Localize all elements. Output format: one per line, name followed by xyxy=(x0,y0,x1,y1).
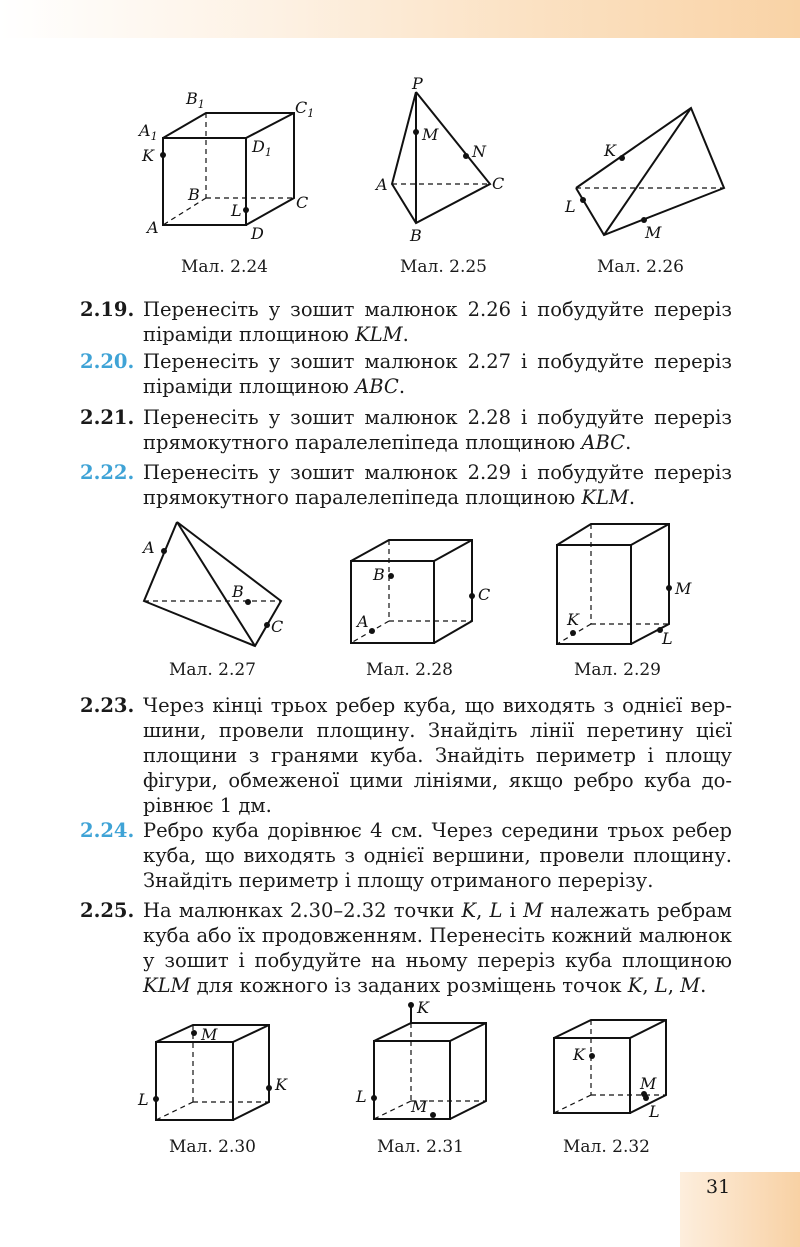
task-2-20: 2.20. Перенесіть у зошит малюнок 2.27 і побудуйте переріз піраміди площиною ABC. xyxy=(80,350,732,398)
task-number: 2.24. xyxy=(80,819,135,842)
page-corner-band xyxy=(680,1172,800,1247)
figure-2-26 xyxy=(560,100,740,245)
figure-2-29 xyxy=(545,520,715,650)
label-A: A xyxy=(376,175,388,194)
task-number: 2.19. xyxy=(80,298,135,321)
label-C: C xyxy=(296,193,309,212)
label-L: L xyxy=(138,1090,149,1109)
label-M: M xyxy=(422,125,439,144)
caption-2-31: Мал. 2.31 xyxy=(377,1137,465,1157)
task-2-19: 2.19. Перенесіть у зошит малюнок 2.26 і побудуйте переріз піраміди площиною KLM. xyxy=(80,298,732,346)
label-L: L xyxy=(356,1087,367,1106)
task-number: 2.21. xyxy=(80,406,135,429)
caption-2-26: Мал. 2.26 xyxy=(597,257,685,277)
label-K: K xyxy=(417,998,429,1017)
label-K: K xyxy=(567,610,579,629)
caption-2-28: Мал. 2.28 xyxy=(366,660,454,680)
label-M: M xyxy=(411,1097,428,1116)
task-number: 2.25. xyxy=(80,899,135,922)
label-A: A xyxy=(143,538,155,557)
label-N: N xyxy=(472,142,486,161)
label-A1: $A_1$ xyxy=(139,121,158,143)
label-B: B xyxy=(410,226,422,245)
task-2-21: 2.21. Перенесіть у зошит малюнок 2.28 і побудуйте переріз прямокутного паралелепіпеда площиною ABC. xyxy=(80,406,732,454)
figure-2-27 xyxy=(140,520,300,650)
task-number: 2.22. xyxy=(80,461,135,484)
page-number: 31 xyxy=(706,1176,731,1198)
label-B1: $B_1$ xyxy=(186,89,205,111)
label-K: K xyxy=(604,141,616,160)
label-L: L xyxy=(565,197,576,216)
label-C1: $C_1$ xyxy=(295,98,315,120)
label-M: M xyxy=(201,1025,218,1044)
label-K: K xyxy=(275,1075,287,1094)
label-C: C xyxy=(271,617,284,636)
caption-2-30: Мал. 2.30 xyxy=(169,1137,257,1157)
figure-2-31 xyxy=(352,995,512,1125)
figure-2-30 xyxy=(135,1020,295,1125)
task-number: 2.20. xyxy=(80,350,135,373)
caption-2-27: Мал. 2.27 xyxy=(169,660,257,680)
task-2-25: 2.25. На малюнках 2.30–2.32 точки K, L і M належать ребрам куба або їх продовженням. Перенесіть кожний малюнок у зошит і побудуйте на ньому переріз куба площиною KLM для кожного із заданих розміщень точок K, L, M. xyxy=(80,899,732,997)
label-M: M xyxy=(675,579,692,598)
figure-2-24 xyxy=(130,80,330,245)
label-B: B xyxy=(373,565,385,584)
label-P: P xyxy=(412,74,423,93)
caption-2-24: Мал. 2.24 xyxy=(181,257,269,277)
label-M: M xyxy=(640,1074,657,1093)
task-number: 2.23. xyxy=(80,694,135,717)
top-decorative-band xyxy=(0,0,800,38)
label-D1: $D_1$ xyxy=(252,137,272,159)
label-L: L xyxy=(662,629,673,648)
label-K: K xyxy=(573,1045,585,1064)
label-D: D xyxy=(251,224,264,243)
caption-2-25: Мал. 2.25 xyxy=(400,257,488,277)
figure-2-25 xyxy=(370,75,520,245)
label-C: C xyxy=(478,585,491,604)
task-2-23: 2.23. Через кінці трьох ребер куба, що виходять з однієї вер- шини, провели площину. Знайдіть лінії перетину цієї площини з гранями куба. Знайдіть периметр і площу фігури, обмеженої цими лініями, якщо ребро куба до- рівнює 1 дм. xyxy=(80,694,732,817)
label-B: B xyxy=(232,582,244,601)
label-L: L xyxy=(649,1102,660,1121)
figure-2-32 xyxy=(545,1015,705,1125)
label-L: L xyxy=(231,201,242,220)
caption-2-29: Мал. 2.29 xyxy=(574,660,662,680)
label-M: M xyxy=(645,223,662,242)
label-B: B xyxy=(188,185,200,204)
task-2-22: 2.22. Перенесіть у зошит малюнок 2.29 і побудуйте переріз прямокутного паралелепіпеда площиною KLM. xyxy=(80,461,732,509)
label-A: A xyxy=(147,218,159,237)
label-K: K xyxy=(142,146,154,165)
label-C: C xyxy=(492,174,505,193)
figure-2-28 xyxy=(340,535,500,650)
task-2-24: 2.24. Ребро куба дорівнює 4 см. Через середини трьох ребер куба, що виходять з однієї вершини, провели площину. Знайдіть периметр і площу отриманого перерізу. xyxy=(80,819,732,892)
label-A: A xyxy=(357,612,369,631)
caption-2-32: Мал. 2.32 xyxy=(563,1137,651,1157)
